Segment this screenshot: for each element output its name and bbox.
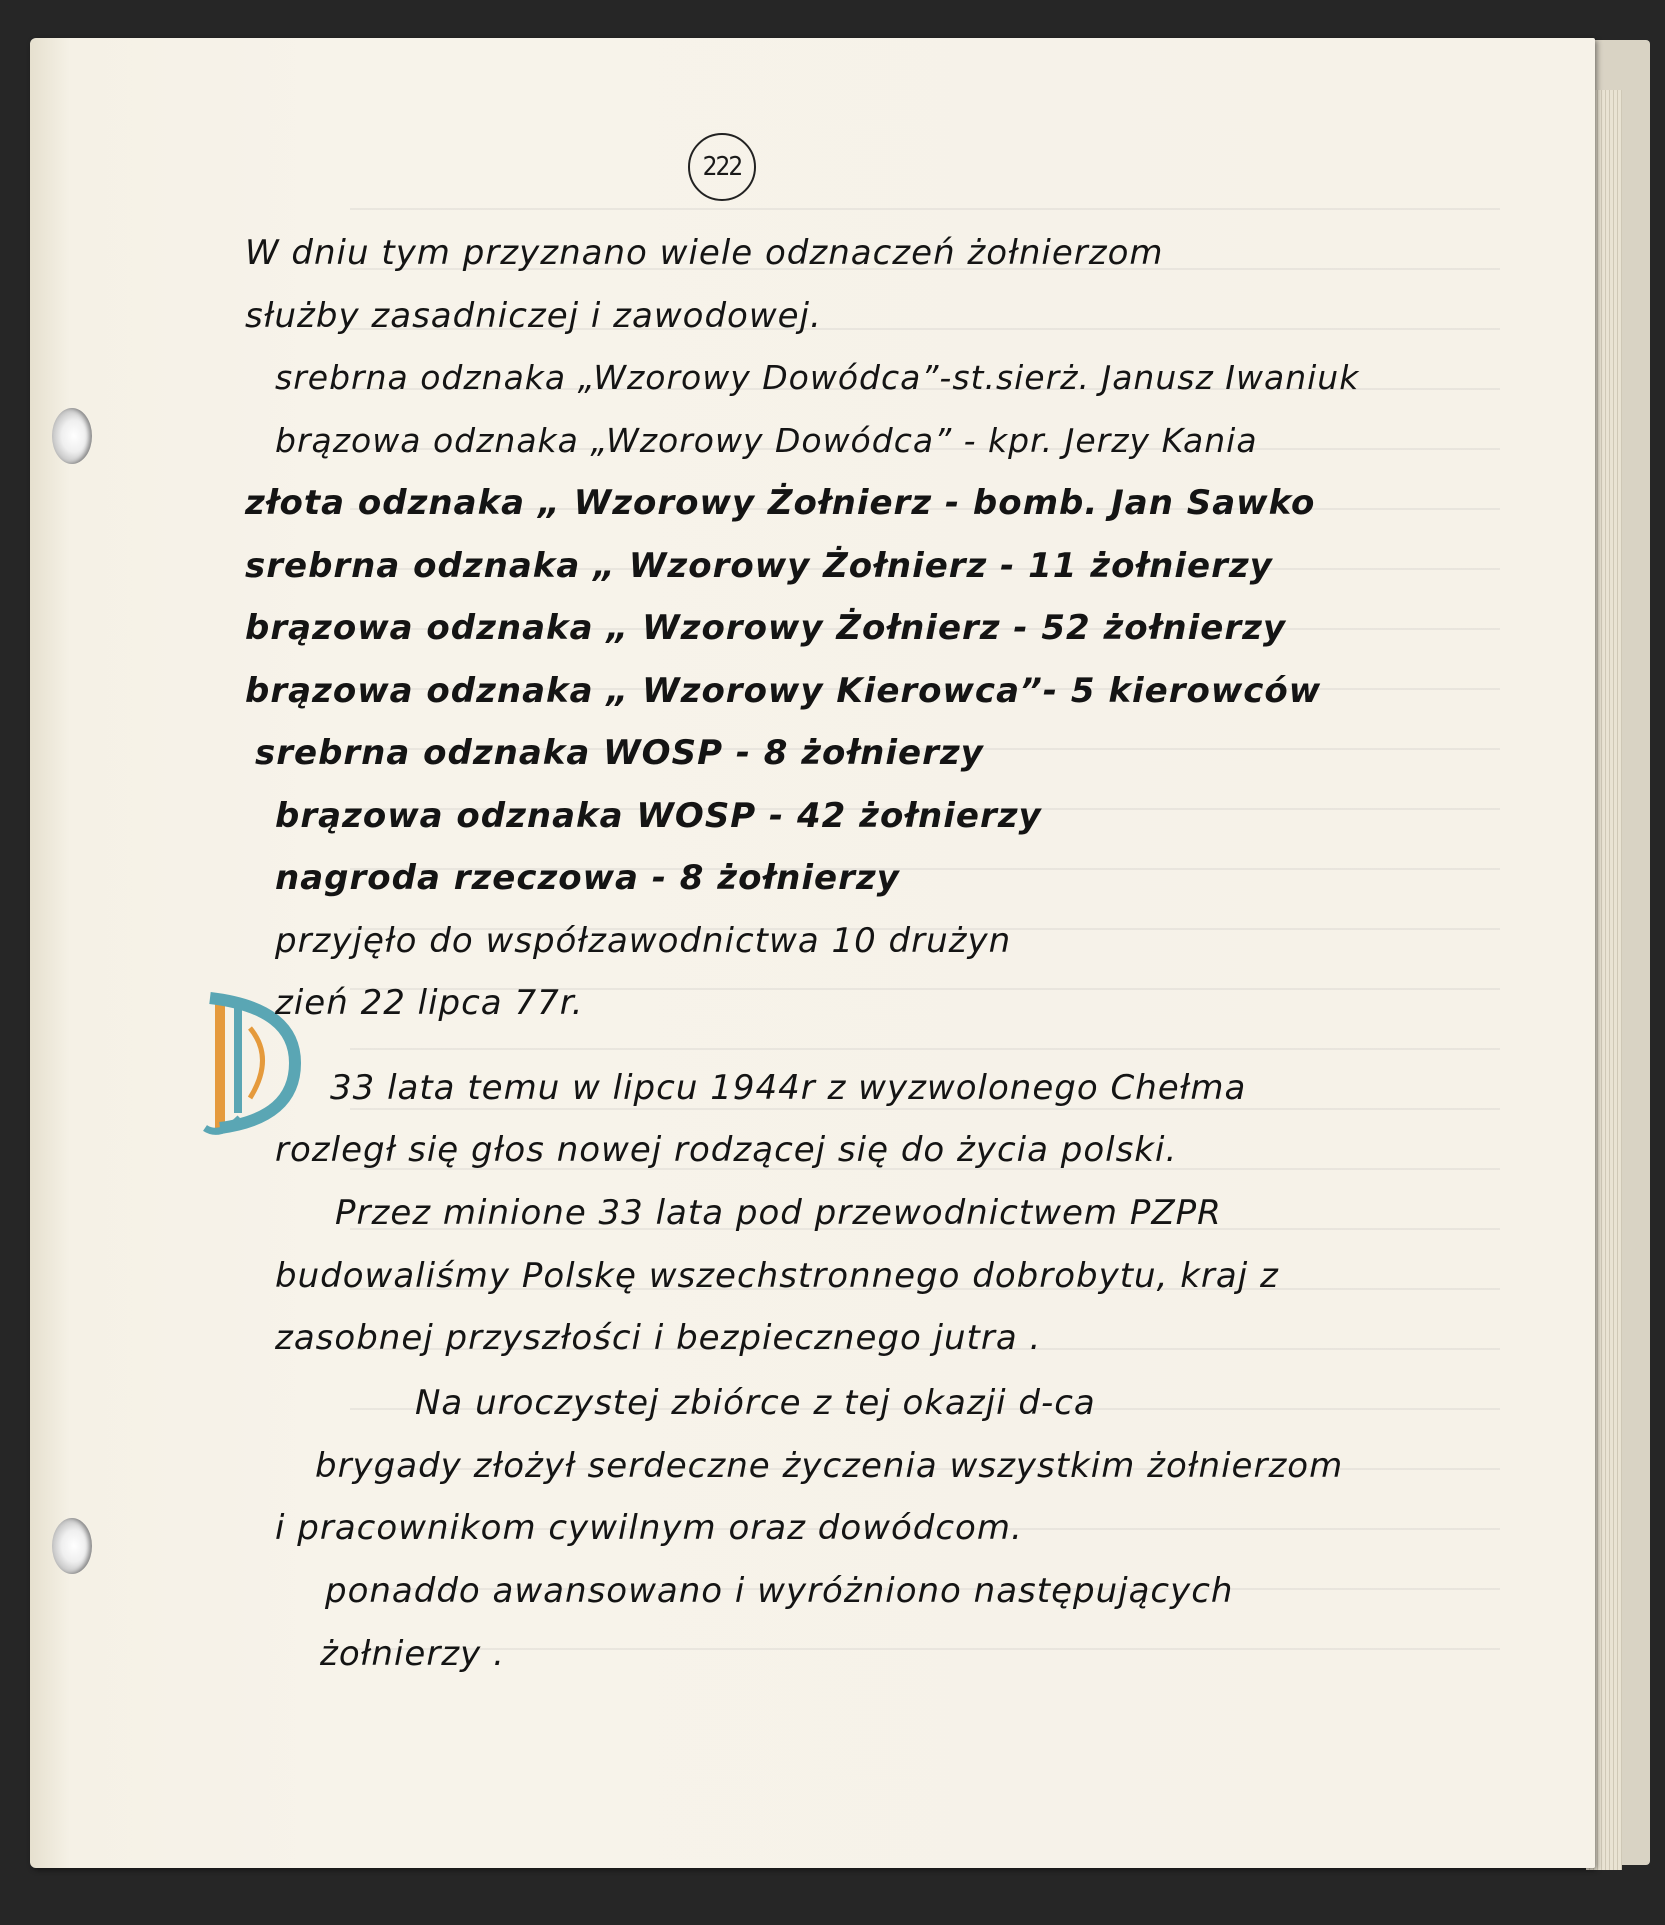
text-line: ponaddo awansowano i wyróżniono następujących [325, 1571, 1234, 1611]
text-line: brązowa odznaka „ Wzorowy Kierowca”- 5 kierowców [245, 671, 1322, 711]
text-line: służby zasadniczej i zawodowej. [245, 296, 822, 336]
text-line: brygady złożył serdeczne życzenia wszystkim żołnierzom [315, 1446, 1344, 1486]
text-line: 33 lata temu w lipcu 1944r z wyzwolonego Chełma [330, 1068, 1247, 1108]
text-line: nagroda rzeczowa - 8 żołnierzy [275, 858, 900, 898]
page-number: 222 [688, 133, 756, 201]
text-line: W dniu tym przyznano wiele odznaczeń żołnierzom [245, 233, 1164, 273]
text-line: Na uroczystej zbiórce z tej okazji d-ca [415, 1383, 1096, 1423]
text-line: budowaliśmy Polskę wszechstronnego dobrobytu, kraj z [275, 1256, 1279, 1296]
text-line: złota odznaka „ Wzorowy Żołnierz - bomb. Jan Sawko [245, 483, 1316, 523]
text-line: srebrna odznaka „Wzorowy Dowódca”-st.sierż. Janusz Iwaniuk [275, 358, 1360, 397]
text-line: i pracownikom cywilnym oraz dowódcom. [275, 1508, 1023, 1548]
text-line: przyjęło do współzawodnictwa 10 drużyn [275, 921, 1012, 961]
text-line: brązowa odznaka WOSP - 42 żołnierzy [275, 796, 1042, 836]
text-line: zasobnej przyszłości i bezpiecznego jutra . [275, 1318, 1042, 1358]
text-line: srebrna odznaka „ Wzorowy Żołnierz - 11 żołnierzy [245, 546, 1273, 586]
text-line: rozległ się głos nowej rodzącej się do życia polski. [275, 1130, 1178, 1170]
text-line: zień 22 lipca 77r. [275, 983, 584, 1023]
text-line: srebrna odznaka WOSP - 8 żołnierzy [255, 733, 984, 773]
text-line: brązowa odznaka „ Wzorowy Żołnierz - 52 żołnierzy [245, 608, 1287, 648]
text-line: brązowa odznaka „Wzorowy Dowódca” - kpr. Jerzy Kania [275, 421, 1258, 460]
text-line: żołnierzy . [320, 1634, 505, 1674]
handwritten-text [30, 38, 1595, 1868]
notebook-page [30, 38, 1595, 1868]
text-line: Przez minione 33 lata pod przewodnictwem PZPR [335, 1193, 1222, 1233]
